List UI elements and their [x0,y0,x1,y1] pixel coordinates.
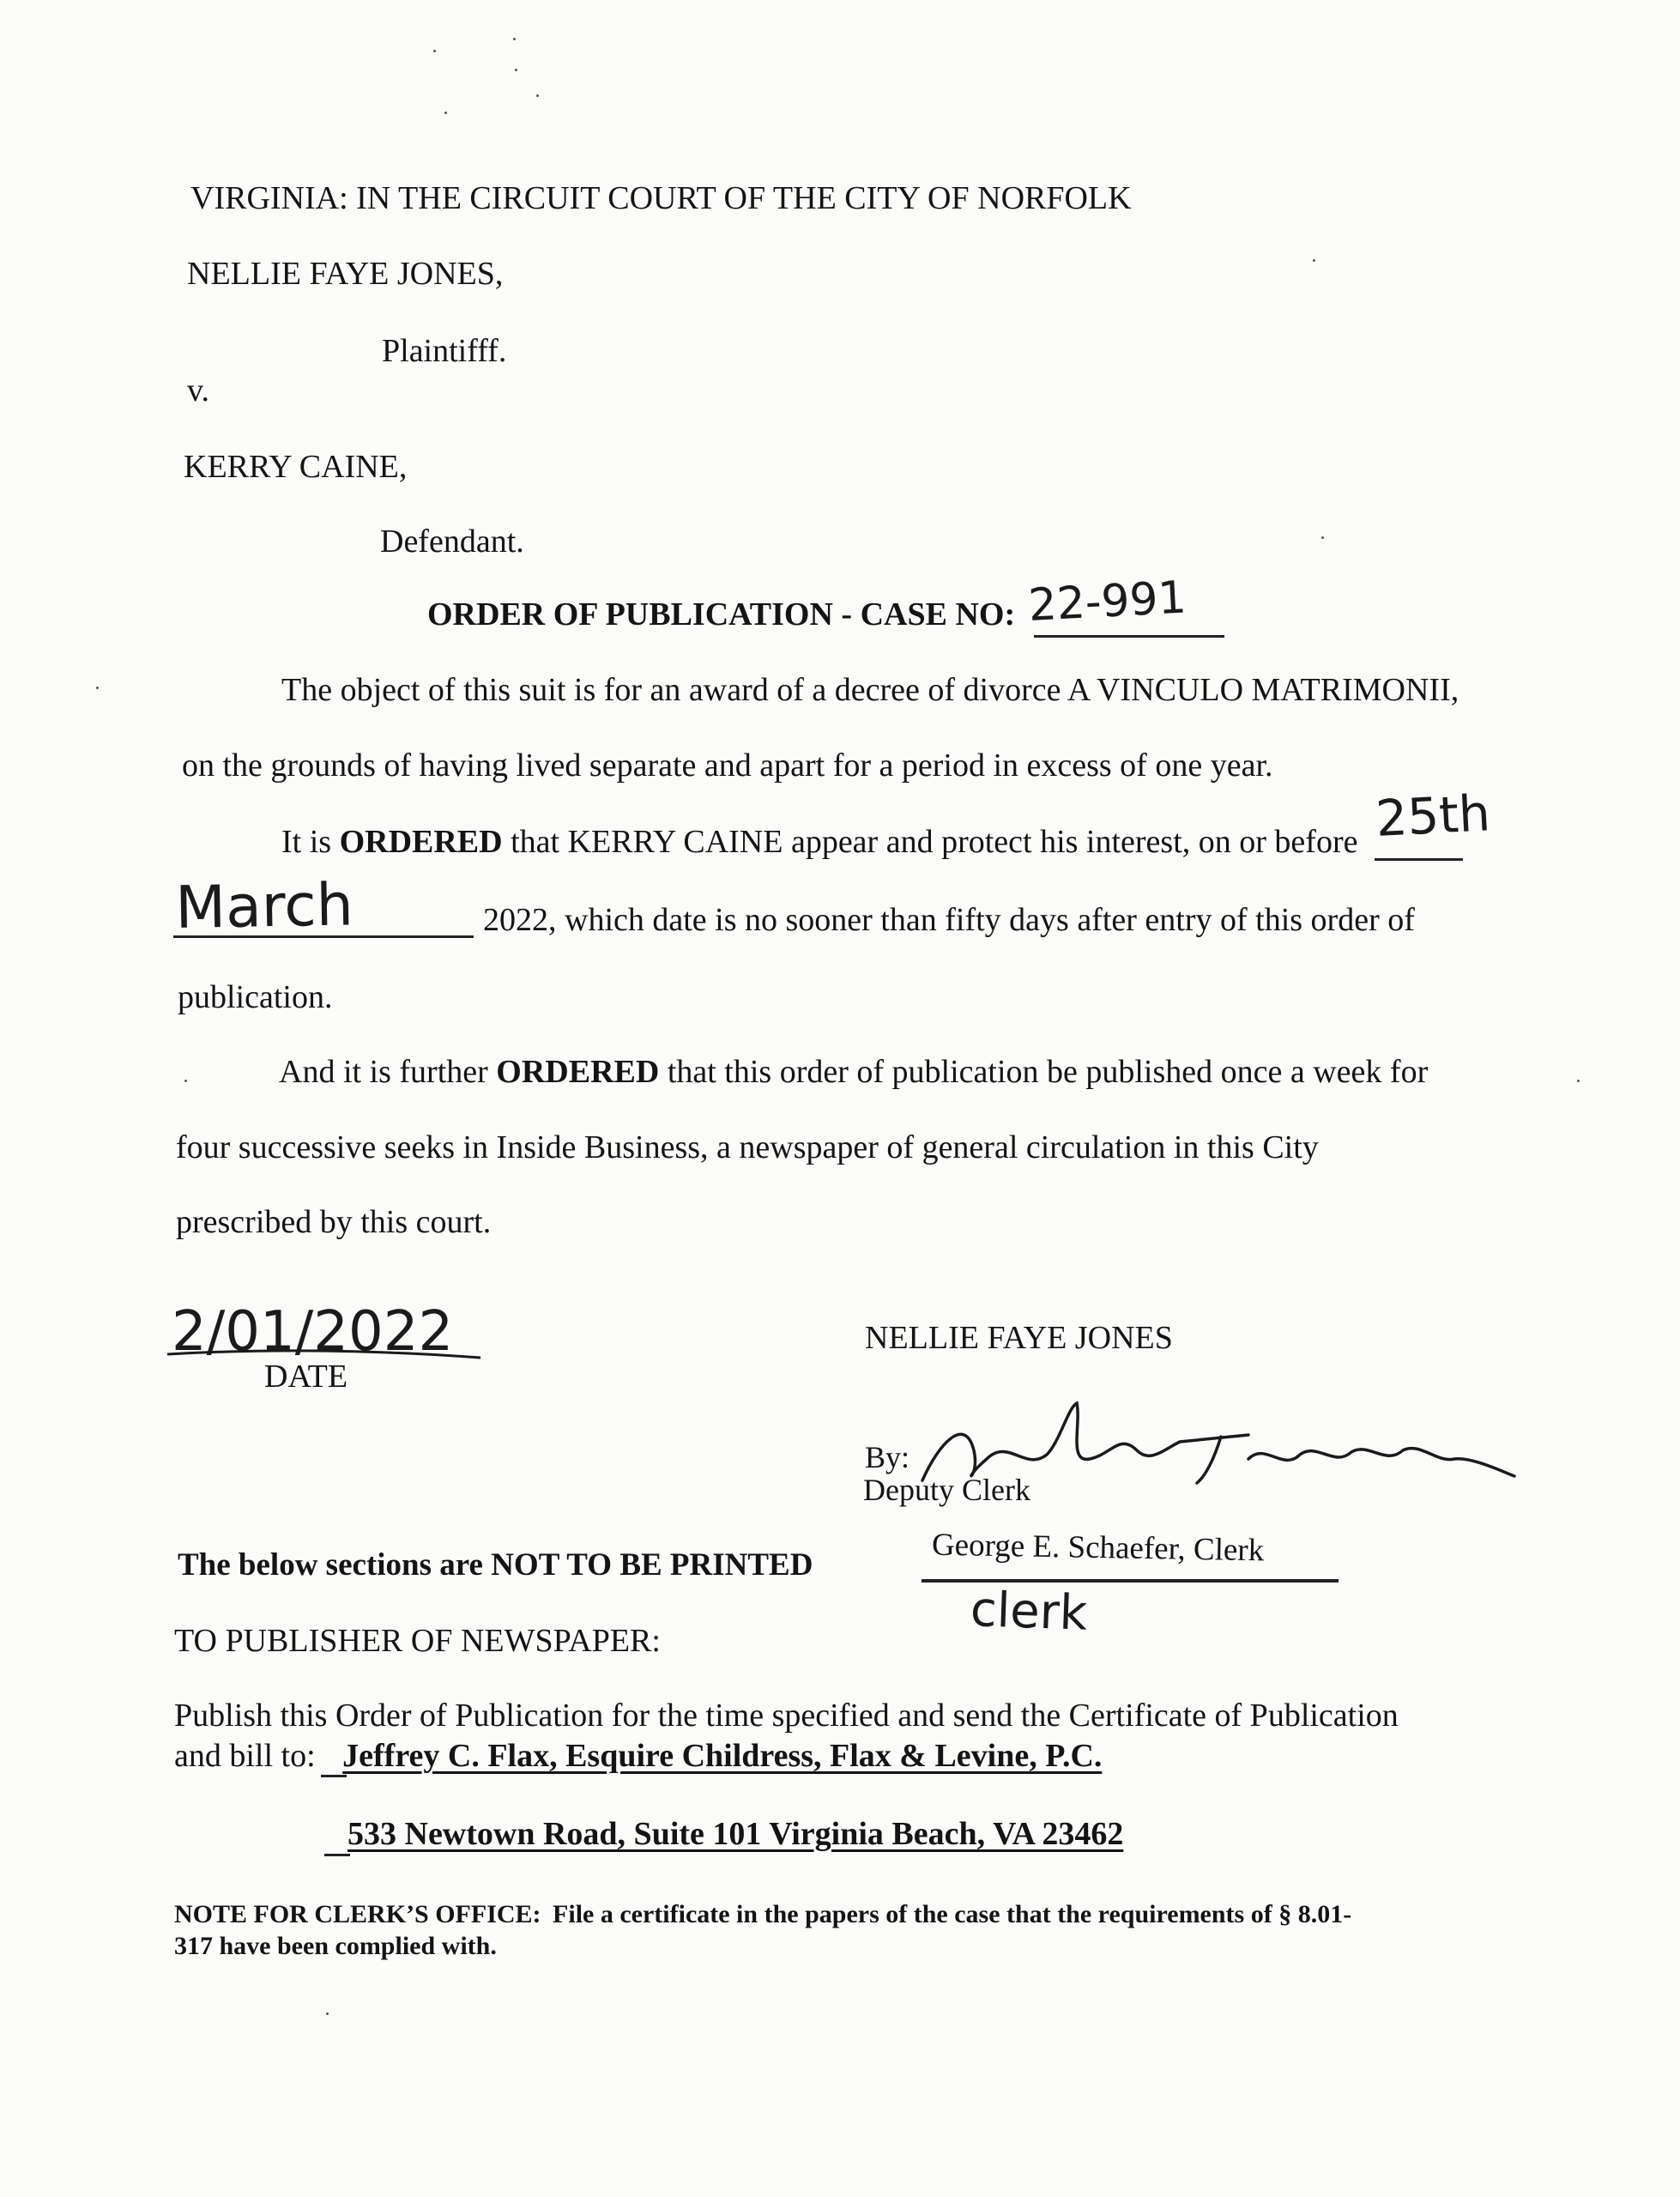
case-number-blank [1034,635,1224,638]
note-label: NOTE FOR CLERK’S OFFICE: [174,1900,541,1928]
not-printed-pre: The below sections are [178,1547,492,1583]
not-to-be-printed-notice [178,1549,813,1581]
scan-speck [536,94,539,97]
paragraph-3-post: that this order of publication be published once a week for [659,1054,1429,1090]
paragraph-2-line-2: 2022, which date is no sooner than fifty days after entry of this order of [483,902,1415,938]
paragraph-3-pre: And it is further [279,1054,497,1090]
bill-to-underline-lead [321,1775,347,1777]
scan-speck [444,112,447,114]
note-line-1: File a certificate in the papers of the case that the requirements of § 8.01- [553,1900,1352,1928]
ordered-emphasis: ORDERED [339,824,503,860]
publish-instructions-line-2 [174,1740,1102,1772]
plaintiff-name: NELLIE FAYE JONES, [187,256,504,292]
scan-speck [1577,1080,1580,1082]
clerk-name: George E. Schaefer, Clerk [931,1527,1265,1569]
versus: v. [187,372,210,409]
date-handwritten: 2/01/2022 [172,1300,454,1364]
court-heading: VIRGINIA: IN THE CIRCUIT COURT OF THE CITY OF NORFOLK [190,180,1132,216]
not-printed-emphasis: NOT TO BE PRINTED [491,1547,813,1583]
paragraph-1-line-2: on the grounds of having lived separate and apart for a period in excess of one year. [182,747,1273,784]
publish-instructions-line-1: Publish this Order of Publication for the time specified and send the Certificate of Publication [174,1698,1399,1734]
defendant-role: Defendant. [380,524,524,560]
scan-speck [513,38,516,40]
further-ordered-emphasis: ORDERED [496,1054,660,1090]
paragraph-2-pre: It is [281,824,340,860]
paragraph-1-line-1: The object of this suit is for an award of a decree of divorce A VINCULO MATRIMONII, [281,672,1459,708]
bill-to-label: and bill to: [174,1738,316,1774]
scan-speck [1313,259,1315,262]
scan-speck [433,50,436,52]
address-underline-lead [324,1854,350,1856]
month-handwritten: March [174,871,354,942]
order-title: ORDER OF PUBLICATION - CASE NO: [427,596,1016,632]
case-number-handwritten: 22-991 [1027,572,1188,632]
scan-speck [1321,536,1324,539]
paragraph-2-line-3: publication. [178,979,333,1015]
paragraph-3-line-1 [279,1056,1428,1088]
paragraph-3-line-3: prescribed by this court. [176,1204,492,1240]
clerk-office-note-line-2: 317 have been complied with. [174,1932,497,1960]
scan-speck [515,69,517,71]
party-name: NELLIE FAYE JONES [865,1320,1173,1356]
day-blank [1375,858,1463,861]
paragraph-2-post: that KERRY CAINE appear and protect his interest, on or before [502,824,1358,860]
clerk-handwritten: clerk [969,1582,1089,1642]
paragraph-2-line-1 [281,826,1357,858]
defendant-name: KERRY CAINE, [184,449,408,485]
paragraph-3-line-2: four successive seeks in Inside Business, a newspaper of general circulation in this City [176,1129,1319,1165]
clerk-office-note [174,1899,1351,1930]
scan-speck [326,2012,329,2015]
day-handwritten: 25th [1374,784,1492,848]
deputy-clerk-label: Deputy Clerk [863,1473,1030,1507]
bill-to-recipient: Jeffrey C. Flax, Esquire Childress, Flax & Levine, P.C. [342,1738,1103,1774]
bill-to-address: 533 Newtown Road, Suite 101 Virginia Beach, VA 23462 [347,1816,1124,1852]
to-publisher-heading: TO PUBLISHER OF NEWSPAPER: [174,1623,661,1659]
scan-speck [184,1080,187,1082]
date-label: DATE [264,1359,348,1395]
plaintiff-role: Plaintifff. [382,333,507,369]
scan-speck [96,687,99,689]
by-label: By: [865,1440,910,1474]
